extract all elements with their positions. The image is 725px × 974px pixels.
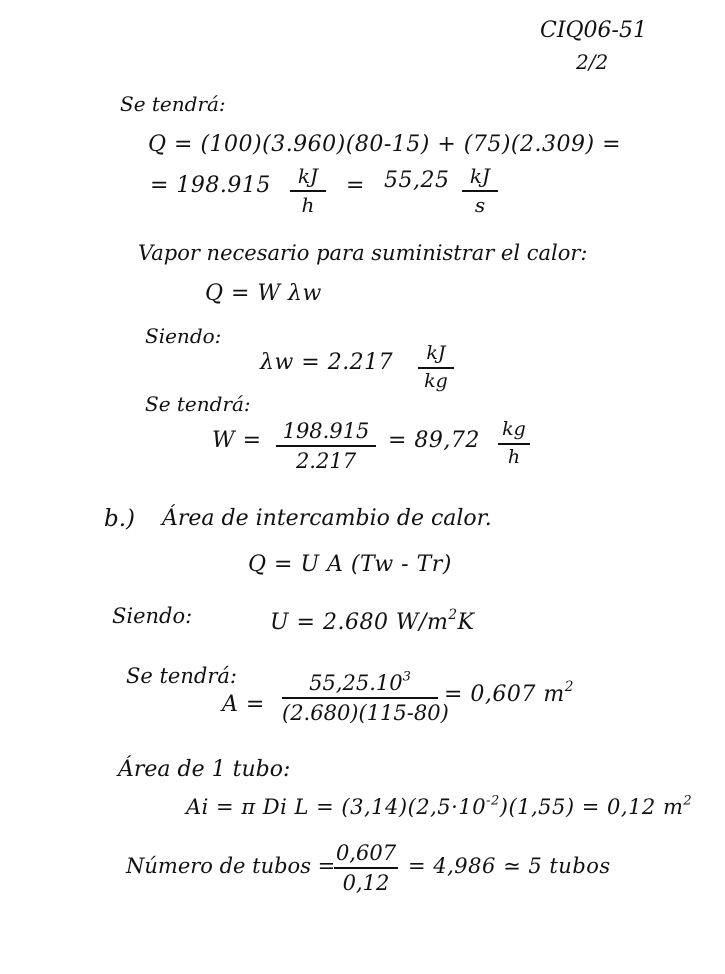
page-code: CIQ06-51	[540, 18, 647, 43]
tube-area-m2: 2	[683, 793, 693, 809]
siendo-label-2: Siendo:	[112, 604, 193, 628]
q-w-lambda-equation: Q = W λw	[205, 281, 322, 306]
tube-area-heading: Área de 1 tubo:	[118, 757, 291, 782]
q-u-a-equation: Q = U A (Tw - Tr)	[248, 552, 452, 577]
area-numerator-text: 55,25.10	[309, 671, 403, 695]
heat-equation-line1: Q = (100)(3.960)(80-15) + (75)(2.309) =	[148, 132, 622, 157]
unit-kj-per-h: kJ h	[290, 166, 326, 216]
tube-count-label: Número de tubos =	[126, 854, 336, 878]
unit-kj-per-s: kJ s	[462, 166, 498, 216]
w-result: = 89,72	[388, 428, 480, 453]
se-tendra-intro: Se tendrá:	[120, 92, 226, 116]
se-tendra-label-2: Se tendrá:	[126, 664, 237, 688]
unit-kg-per-h: kg h	[498, 420, 530, 468]
page-number: 2/2	[576, 50, 609, 74]
area-denominator: (2.680)(115-80)	[282, 701, 449, 726]
se-tendra-label-1: Se tendrá:	[145, 392, 251, 416]
tube-area-equation	[186, 793, 693, 819]
area-result-exponent: 2	[564, 678, 574, 695]
tube-area-text-b: )(1,55) = 0,12 m	[499, 795, 684, 819]
w-fraction: 198.915 2.217	[276, 420, 376, 472]
tube-count-fraction: 0,607 0,12	[335, 841, 397, 896]
u-unit-k: K	[457, 610, 475, 635]
area-exponent: 3	[402, 669, 411, 685]
area-result-text: = 0,607 m	[444, 682, 565, 707]
equals-sign: =	[346, 173, 365, 198]
w-lhs: W =	[212, 428, 262, 453]
area-heading: Área de intercambio de calor.	[162, 506, 492, 531]
a-lhs: A =	[222, 692, 265, 717]
u-exponent: 2	[448, 606, 458, 623]
area-numerator	[282, 669, 438, 695]
part-b-label: b.)	[104, 506, 136, 532]
tube-area-exponent: -2	[486, 793, 500, 809]
area-fraction	[282, 669, 449, 726]
heat-result-kjh: = 198.915	[150, 173, 271, 198]
area-result	[444, 678, 574, 707]
vapor-heading: Vapor necesario para suministrar el calor:	[138, 241, 588, 265]
tube-area-text-a: Ai = π Di L = (3,14)(2,5·10	[186, 795, 487, 819]
unit-kj-per-kg: kJ kg	[418, 344, 454, 392]
u-coefficient-text: U = 2.680 W/m	[270, 610, 449, 635]
siendo-label-1: Siendo:	[145, 324, 222, 348]
lambda-value: λw = 2.217	[260, 350, 394, 375]
u-coefficient	[270, 606, 475, 635]
tube-count-result: = 4,986 ≃ 5 tubos	[408, 854, 611, 878]
heat-result-kjs: 55,25	[384, 168, 450, 193]
